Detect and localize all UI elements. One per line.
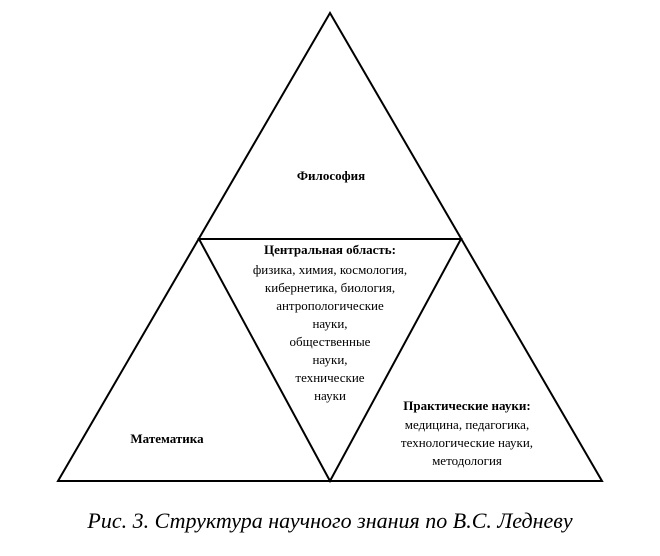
- central-area-line: физика, химия, космология,: [252, 262, 408, 277]
- philosophy-label: Философия: [296, 168, 366, 183]
- central-area-line: технические: [295, 370, 365, 385]
- central-area-line: кибернетика, биология,: [264, 280, 396, 295]
- practical-sciences-line: технологические науки,: [400, 435, 534, 450]
- central-area-line: антропологические: [276, 298, 384, 313]
- practical-sciences-title: Практические науки:: [403, 398, 531, 413]
- central-area-line: науки: [314, 388, 346, 403]
- central-area-line: науки,: [312, 316, 348, 331]
- central-area-line: общественные: [289, 334, 371, 349]
- figure-caption: Рис. 3. Структура научного знания по В.С. Ледневу: [87, 508, 573, 533]
- practical-sciences-line: медицина, педагогика,: [404, 417, 530, 432]
- practical-sciences-line: методология: [432, 453, 502, 468]
- central-area-title: Центральная область:: [263, 242, 397, 257]
- central-area-line: науки,: [312, 352, 348, 367]
- mathematics-label: Математика: [130, 431, 204, 446]
